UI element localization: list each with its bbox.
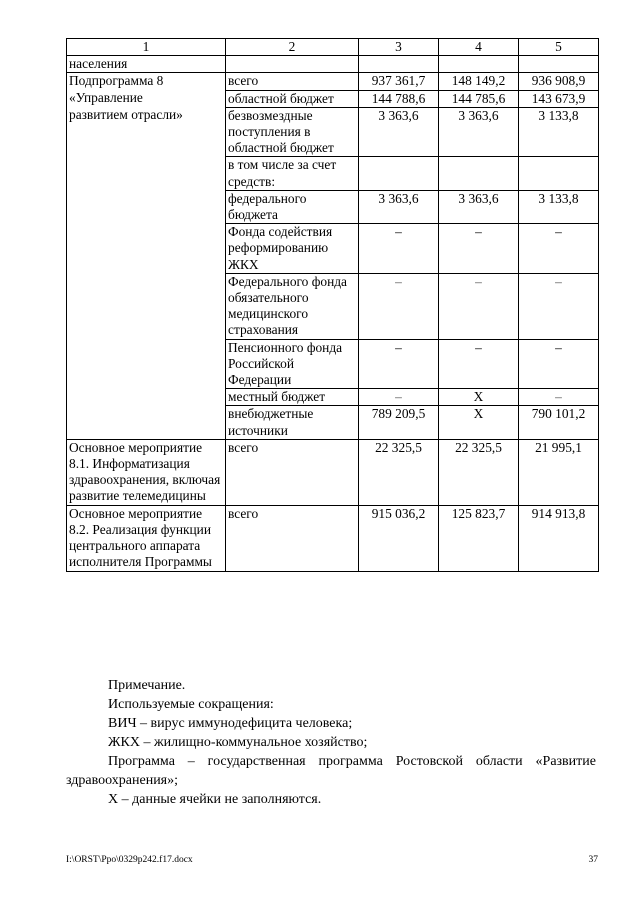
table-row bbox=[67, 90, 599, 107]
row-label bbox=[67, 157, 226, 190]
value-cell: 22 325,5 bbox=[439, 439, 519, 505]
funding-source: областной бюджет bbox=[226, 90, 359, 107]
value-cell: 3 133,8 bbox=[519, 190, 599, 223]
value-cell bbox=[359, 157, 439, 190]
value-cell: – bbox=[439, 224, 519, 274]
note-line: Примечание. bbox=[108, 678, 186, 693]
value-cell: 125 823,7 bbox=[439, 505, 519, 571]
value-cell: 143 673,9 bbox=[519, 90, 599, 107]
funding-source: в том числе за счет средств: bbox=[226, 157, 359, 190]
value-cell: 144 788,6 bbox=[359, 90, 439, 107]
table-row bbox=[67, 190, 599, 223]
footer-file-path: I:\ORST\Ppo\0329p242.f17.docx bbox=[66, 855, 193, 865]
value-cell: Х bbox=[439, 389, 519, 406]
funding-source: безвозмездные поступления в областной бюджет bbox=[226, 107, 359, 157]
value-cell: 936 908,9 bbox=[519, 73, 599, 90]
value-cell: – bbox=[359, 273, 439, 339]
value-cell: Х bbox=[439, 406, 519, 439]
value-cell bbox=[439, 56, 519, 73]
value-cell: – bbox=[519, 273, 599, 339]
funding-source: внебюджетные источники bbox=[226, 406, 359, 439]
program-funding-table bbox=[66, 38, 599, 572]
funding-source: всего bbox=[226, 73, 359, 90]
note-line: Программа – государственная программа Ростовской области «Развитие здравоохранения»; bbox=[66, 754, 596, 788]
value-cell: 148 149,2 bbox=[439, 73, 519, 90]
table-row bbox=[67, 56, 599, 73]
value-cell: 937 361,7 bbox=[359, 73, 439, 90]
value-cell: 790 101,2 bbox=[519, 406, 599, 439]
funding-source: Федерального фонда обязательного медицинского страхования bbox=[226, 273, 359, 339]
row-label: Основное мероприятие 8.1. Информатизация здравоохранения, включая развитие телемедицины bbox=[67, 439, 226, 505]
value-cell bbox=[519, 56, 599, 73]
header-cell: 2 bbox=[226, 39, 359, 56]
table-row bbox=[67, 73, 599, 90]
note-line: Х – данные ячейки не заполняются. bbox=[108, 792, 322, 807]
value-cell: – bbox=[359, 389, 439, 406]
header-cell: 1 bbox=[67, 39, 226, 56]
note-line: Используемые сокращения: bbox=[108, 697, 274, 712]
header-row bbox=[67, 39, 599, 56]
value-cell bbox=[359, 56, 439, 73]
value-cell: 3 133,8 bbox=[519, 107, 599, 157]
table-row bbox=[67, 107, 599, 157]
row-label: «Управление bbox=[67, 90, 226, 107]
table-row bbox=[67, 389, 599, 406]
value-cell: 3 363,6 bbox=[439, 107, 519, 157]
footer-page-number: 37 bbox=[588, 855, 598, 865]
value-cell: 22 325,5 bbox=[359, 439, 439, 505]
notes-section bbox=[66, 676, 596, 809]
header-cell: 3 bbox=[359, 39, 439, 56]
value-cell: 789 209,5 bbox=[359, 406, 439, 439]
row-label bbox=[67, 389, 226, 406]
value-cell: 914 913,8 bbox=[519, 505, 599, 571]
value-cell: – bbox=[519, 339, 599, 389]
funding-source: Пенсионного фонда Российской Федерации bbox=[226, 339, 359, 389]
table-row bbox=[67, 339, 599, 389]
value-cell: – bbox=[519, 224, 599, 274]
row-label bbox=[67, 224, 226, 274]
table-row bbox=[67, 273, 599, 339]
row-label bbox=[67, 273, 226, 339]
row-label: развитием отрасли» bbox=[67, 107, 226, 157]
table-row bbox=[67, 224, 599, 274]
table-row bbox=[67, 406, 599, 439]
value-cell bbox=[519, 157, 599, 190]
value-cell bbox=[439, 157, 519, 190]
funding-source bbox=[226, 56, 359, 73]
table-row bbox=[67, 157, 599, 190]
note-line: ЖКХ – жилищно-коммунальное хозяйство; bbox=[108, 735, 368, 750]
row-label: Основное мероприятие 8.2. Реализация функции центрального аппарата исполнителя Программы bbox=[67, 505, 226, 571]
value-cell: 3 363,6 bbox=[439, 190, 519, 223]
value-cell: – bbox=[439, 273, 519, 339]
note-line: ВИЧ – вирус иммунодефицита человека; bbox=[108, 716, 353, 731]
value-cell: – bbox=[439, 339, 519, 389]
table-row bbox=[67, 505, 599, 571]
funding-source: всего bbox=[226, 439, 359, 505]
row-label bbox=[67, 406, 226, 439]
funding-source: всего bbox=[226, 505, 359, 571]
value-cell: – bbox=[519, 389, 599, 406]
value-cell: 21 995,1 bbox=[519, 439, 599, 505]
value-cell: 915 036,2 bbox=[359, 505, 439, 571]
table-row bbox=[67, 439, 599, 505]
header-cell: 4 bbox=[439, 39, 519, 56]
value-cell: – bbox=[359, 224, 439, 274]
funding-source: Фонда содействия реформированию ЖКХ bbox=[226, 224, 359, 274]
value-cell: – bbox=[359, 339, 439, 389]
funding-source: федерального бюджета bbox=[226, 190, 359, 223]
row-label: Подпрограмма 8 bbox=[67, 73, 226, 90]
header-cell: 5 bbox=[519, 39, 599, 56]
value-cell: 3 363,6 bbox=[359, 190, 439, 223]
value-cell: 144 785,6 bbox=[439, 90, 519, 107]
value-cell: 3 363,6 bbox=[359, 107, 439, 157]
funding-source: местный бюджет bbox=[226, 389, 359, 406]
row-label: населения bbox=[67, 56, 226, 73]
row-label bbox=[67, 339, 226, 389]
row-label bbox=[67, 190, 226, 223]
